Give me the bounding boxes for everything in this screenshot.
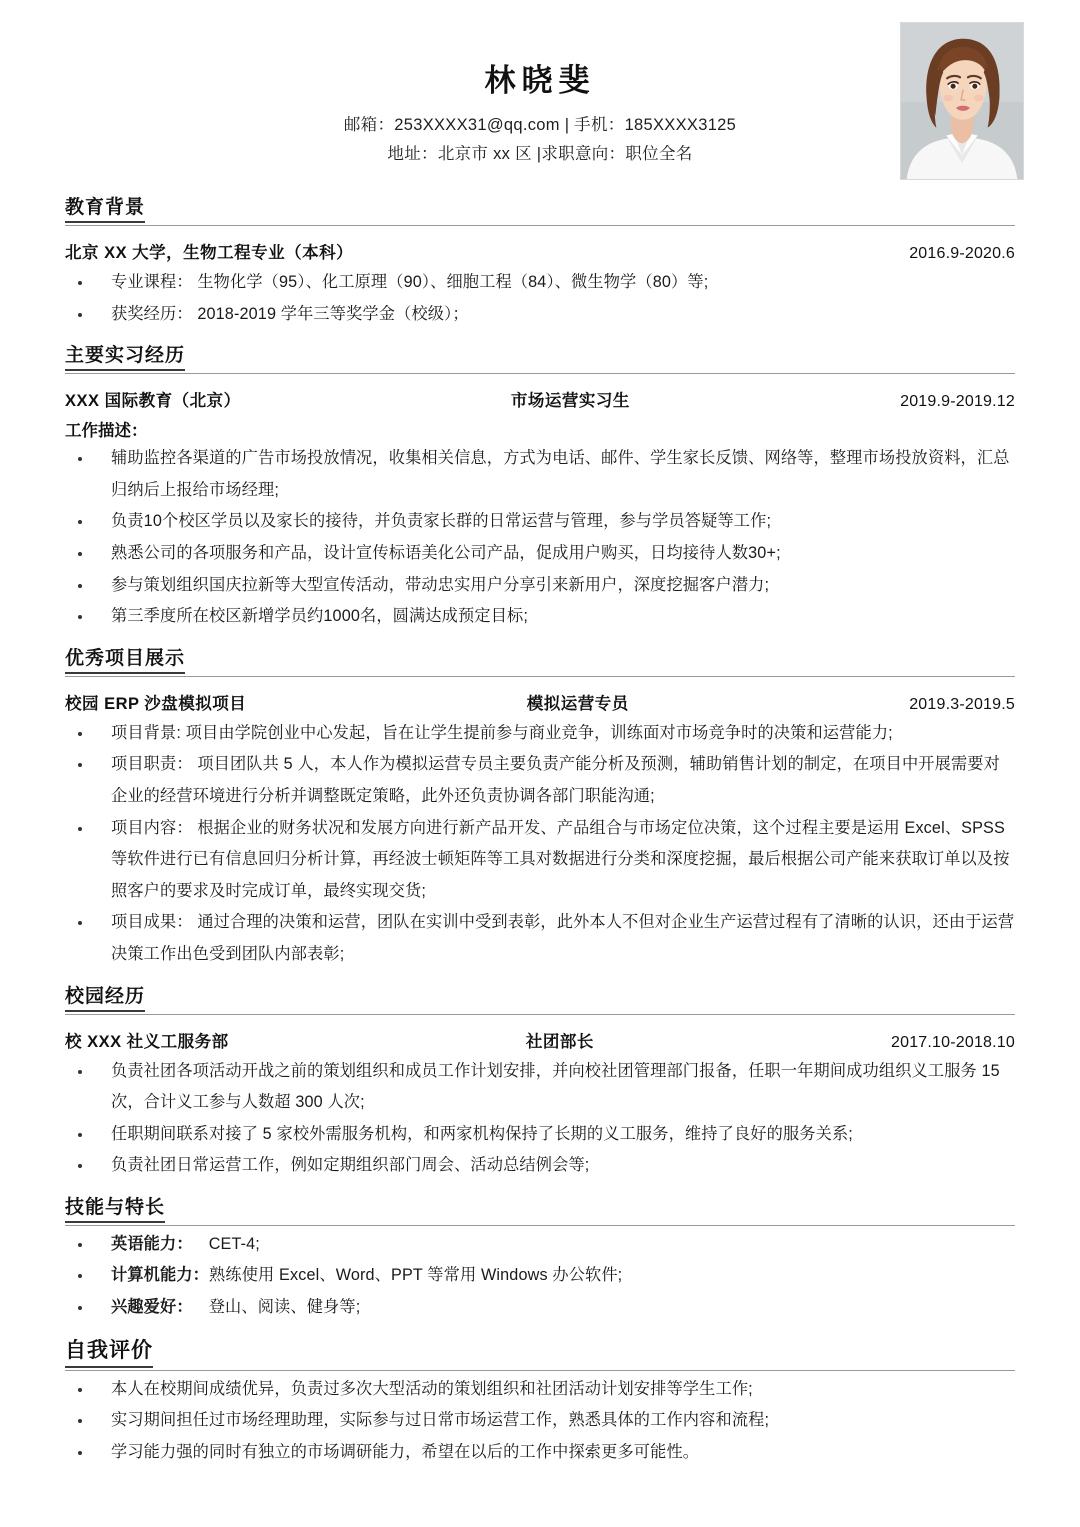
section-heading-skills xyxy=(65,1192,1015,1226)
resume-section xyxy=(65,981,1015,1182)
section-skills xyxy=(65,1192,1015,1324)
entry-header-row xyxy=(65,239,1015,263)
photo-illustration xyxy=(901,23,1023,179)
resume-sections xyxy=(65,192,1015,1182)
section-heading-label: 校园经历 xyxy=(65,981,145,1012)
entry-bullet-list xyxy=(65,443,1015,633)
section-heading-label: 主要实习经历 xyxy=(65,340,185,371)
entry-bullet-list xyxy=(65,267,1015,330)
entry-sub-label: 工作描述： xyxy=(65,422,148,441)
skill-item xyxy=(65,1260,1015,1292)
resume-section xyxy=(65,643,1015,971)
entry-organization: 校 XXX 社义工服务部 xyxy=(65,1032,229,1051)
entry-date-range: 2017.10-2018.10 xyxy=(891,1033,1015,1051)
skill-value: 熟练使用 Excel、Word、PPT 等常用 Windows 办公软件; xyxy=(209,1266,623,1285)
resume-section xyxy=(65,340,1015,633)
bullet-item: 第三季度所在校区新增学员约1000名，圆满达成预定目标; xyxy=(65,601,1015,633)
bullet-item: 熟悉公司的各项服务和产品，设计宣传标语美化公司产品，促成用户购买，日均接待人数30+; xyxy=(65,538,1015,570)
contact-line-address-objective: 地址：北京市 xx 区 |求职意向：职位全名 xyxy=(387,144,693,163)
self-evaluation-item: 本人在校期间成绩优异，负责过多次大型活动的策划组织和社团活动计划安排等学生工作; xyxy=(65,1374,1015,1406)
section-heading-label: 自我评价 xyxy=(65,1334,153,1368)
resume-section xyxy=(65,192,1015,330)
resume-header xyxy=(65,0,1015,182)
entry-date-range: 2016.9-2020.6 xyxy=(909,245,1015,262)
bullet-item: 参与策划组织国庆拉新等大型宣传活动，带动忠实用户分享引来新用户，深度挖掘客户潜力; xyxy=(65,570,1015,602)
bullet-item: 项目职责： 项目团队共 5 人，本人作为模拟运营专员主要负责产能分析及预测，辅助销售计划的制定，在项目中开展需要对企业的经营环境进行分析并调整既定策略，此外还负责协调各部门职能沟通; xyxy=(65,749,1015,812)
skill-label: 计算机能力： xyxy=(111,1266,210,1285)
skill-value: CET-4; xyxy=(208,1234,260,1253)
section-heading xyxy=(65,643,1015,677)
section-heading-self-evaluation xyxy=(65,1334,1015,1371)
section-heading xyxy=(65,192,1015,226)
self-evaluation-item: 实习期间担任过市场经理助理，实际参与过日常市场运营工作，熟悉具体的工作内容和流程; xyxy=(65,1405,1015,1437)
candidate-photo xyxy=(900,22,1024,180)
bullet-item: 任职期间联系对接了 5 家校外需服务机构，和两家机构保持了长期的义工服务，维持了良好的服务关系; xyxy=(65,1119,1015,1151)
self-evaluation-item: 学习能力强的同时有独立的市场调研能力，希望在以后的工作中探索更多可能性。 xyxy=(65,1437,1015,1469)
bullet-item: 专业课程： 生物化学（95）、化工原理（90）、细胞工程（84）、微生物学（80）等; xyxy=(65,267,1015,299)
entry-bullet-list xyxy=(65,1056,1015,1182)
entry-role: 市场运营实习生 xyxy=(510,392,630,411)
skill-item xyxy=(65,1229,1015,1261)
skill-item xyxy=(65,1292,1015,1324)
self-evaluation-list xyxy=(65,1374,1015,1469)
skills-list xyxy=(65,1229,1015,1324)
candidate-name: 林晓斐 xyxy=(484,63,596,98)
section-heading xyxy=(65,340,1015,374)
bullet-item: 获奖经历： 2018-2019 学年三等奖学金（校级）； xyxy=(65,299,1015,331)
header-text-block xyxy=(65,0,1015,169)
bullet-item: 负责社团各项活动开战之前的策划组织和成员工作计划安排，并向校社团管理部门报备，任职一年期间成功组织义工服务 15 次，合计义工参与人数超 300 人次; xyxy=(65,1056,1015,1119)
skill-value: 登山、阅读、健身等; xyxy=(208,1298,361,1317)
entry-date-range: 2019.9-2019.12 xyxy=(900,393,1015,411)
entry-organization: 北京 XX 大学，生物工程专业（本科） xyxy=(65,244,354,262)
bullet-item: 项目内容： 根据企业的财务状况和发展方向进行新产品开发、产品组合与市场定位决策，这个过程主要是运用 Excel、SPSS 等软件进行已有信息回归分析计算，再经波士顿矩阵等工具对数据进行分类和深度挖掘，最后根据公司产能来获取订单以及按照客户的要求及时完成订单，最终实现交货; xyxy=(65,813,1015,908)
entry-bullet-list xyxy=(65,718,1015,971)
section-heading-label: 技能与特长 xyxy=(65,1192,165,1223)
bullet-item: 项目背景: 项目由学院创业中心发起，旨在让学生提前参与商业竞争，训练面对市场竞争时的决策和运营能力; xyxy=(65,718,1015,750)
entry-organization: 校园 ERP 沙盘模拟项目 xyxy=(65,694,247,713)
section-heading-label: 教育背景 xyxy=(65,192,145,223)
skill-label: 英语能力： xyxy=(111,1234,193,1253)
entry-header-row xyxy=(65,1028,1015,1052)
entry-date-range: 2019.3-2019.5 xyxy=(909,695,1015,713)
entry-organization: XXX 国际教育（北京） xyxy=(65,392,241,411)
bullet-item: 负责社团日常运营工作，例如定期组织部门周会、活动总结例会等; xyxy=(65,1150,1015,1182)
contact-line-email-phone: 邮箱：253XXXX31@qq.com | 手机：185XXXX3125 xyxy=(343,115,737,134)
bullet-item: 辅助监控各渠道的广告市场投放情况，收集相关信息，方式为电话、邮件、学生家长反馈、网络等，整理市场投放资料，汇总归纳后上报给市场经理; xyxy=(65,443,1015,506)
skill-label: 兴趣爱好： xyxy=(111,1298,193,1317)
bullet-item: 负责10个校区学员以及家长的接待，并负责家长群的日常运营与管理，参与学员答疑等工作; xyxy=(65,506,1015,538)
bullet-item: 项目成果： 通过合理的决策和运营，团队在实训中受到表彰，此外本人不但对企业生产运营过程有了清晰的认识，还由于运营决策工作出色受到团队内部表彰; xyxy=(65,907,1015,970)
section-heading-label: 优秀项目展示 xyxy=(65,643,185,674)
entry-role: 模拟运营专员 xyxy=(526,694,629,713)
entry-header-row xyxy=(65,387,1015,411)
entry-role: 社团部长 xyxy=(525,1032,594,1051)
section-heading xyxy=(65,981,1015,1015)
section-self-evaluation xyxy=(65,1334,1015,1469)
entry-header-row xyxy=(65,690,1015,714)
